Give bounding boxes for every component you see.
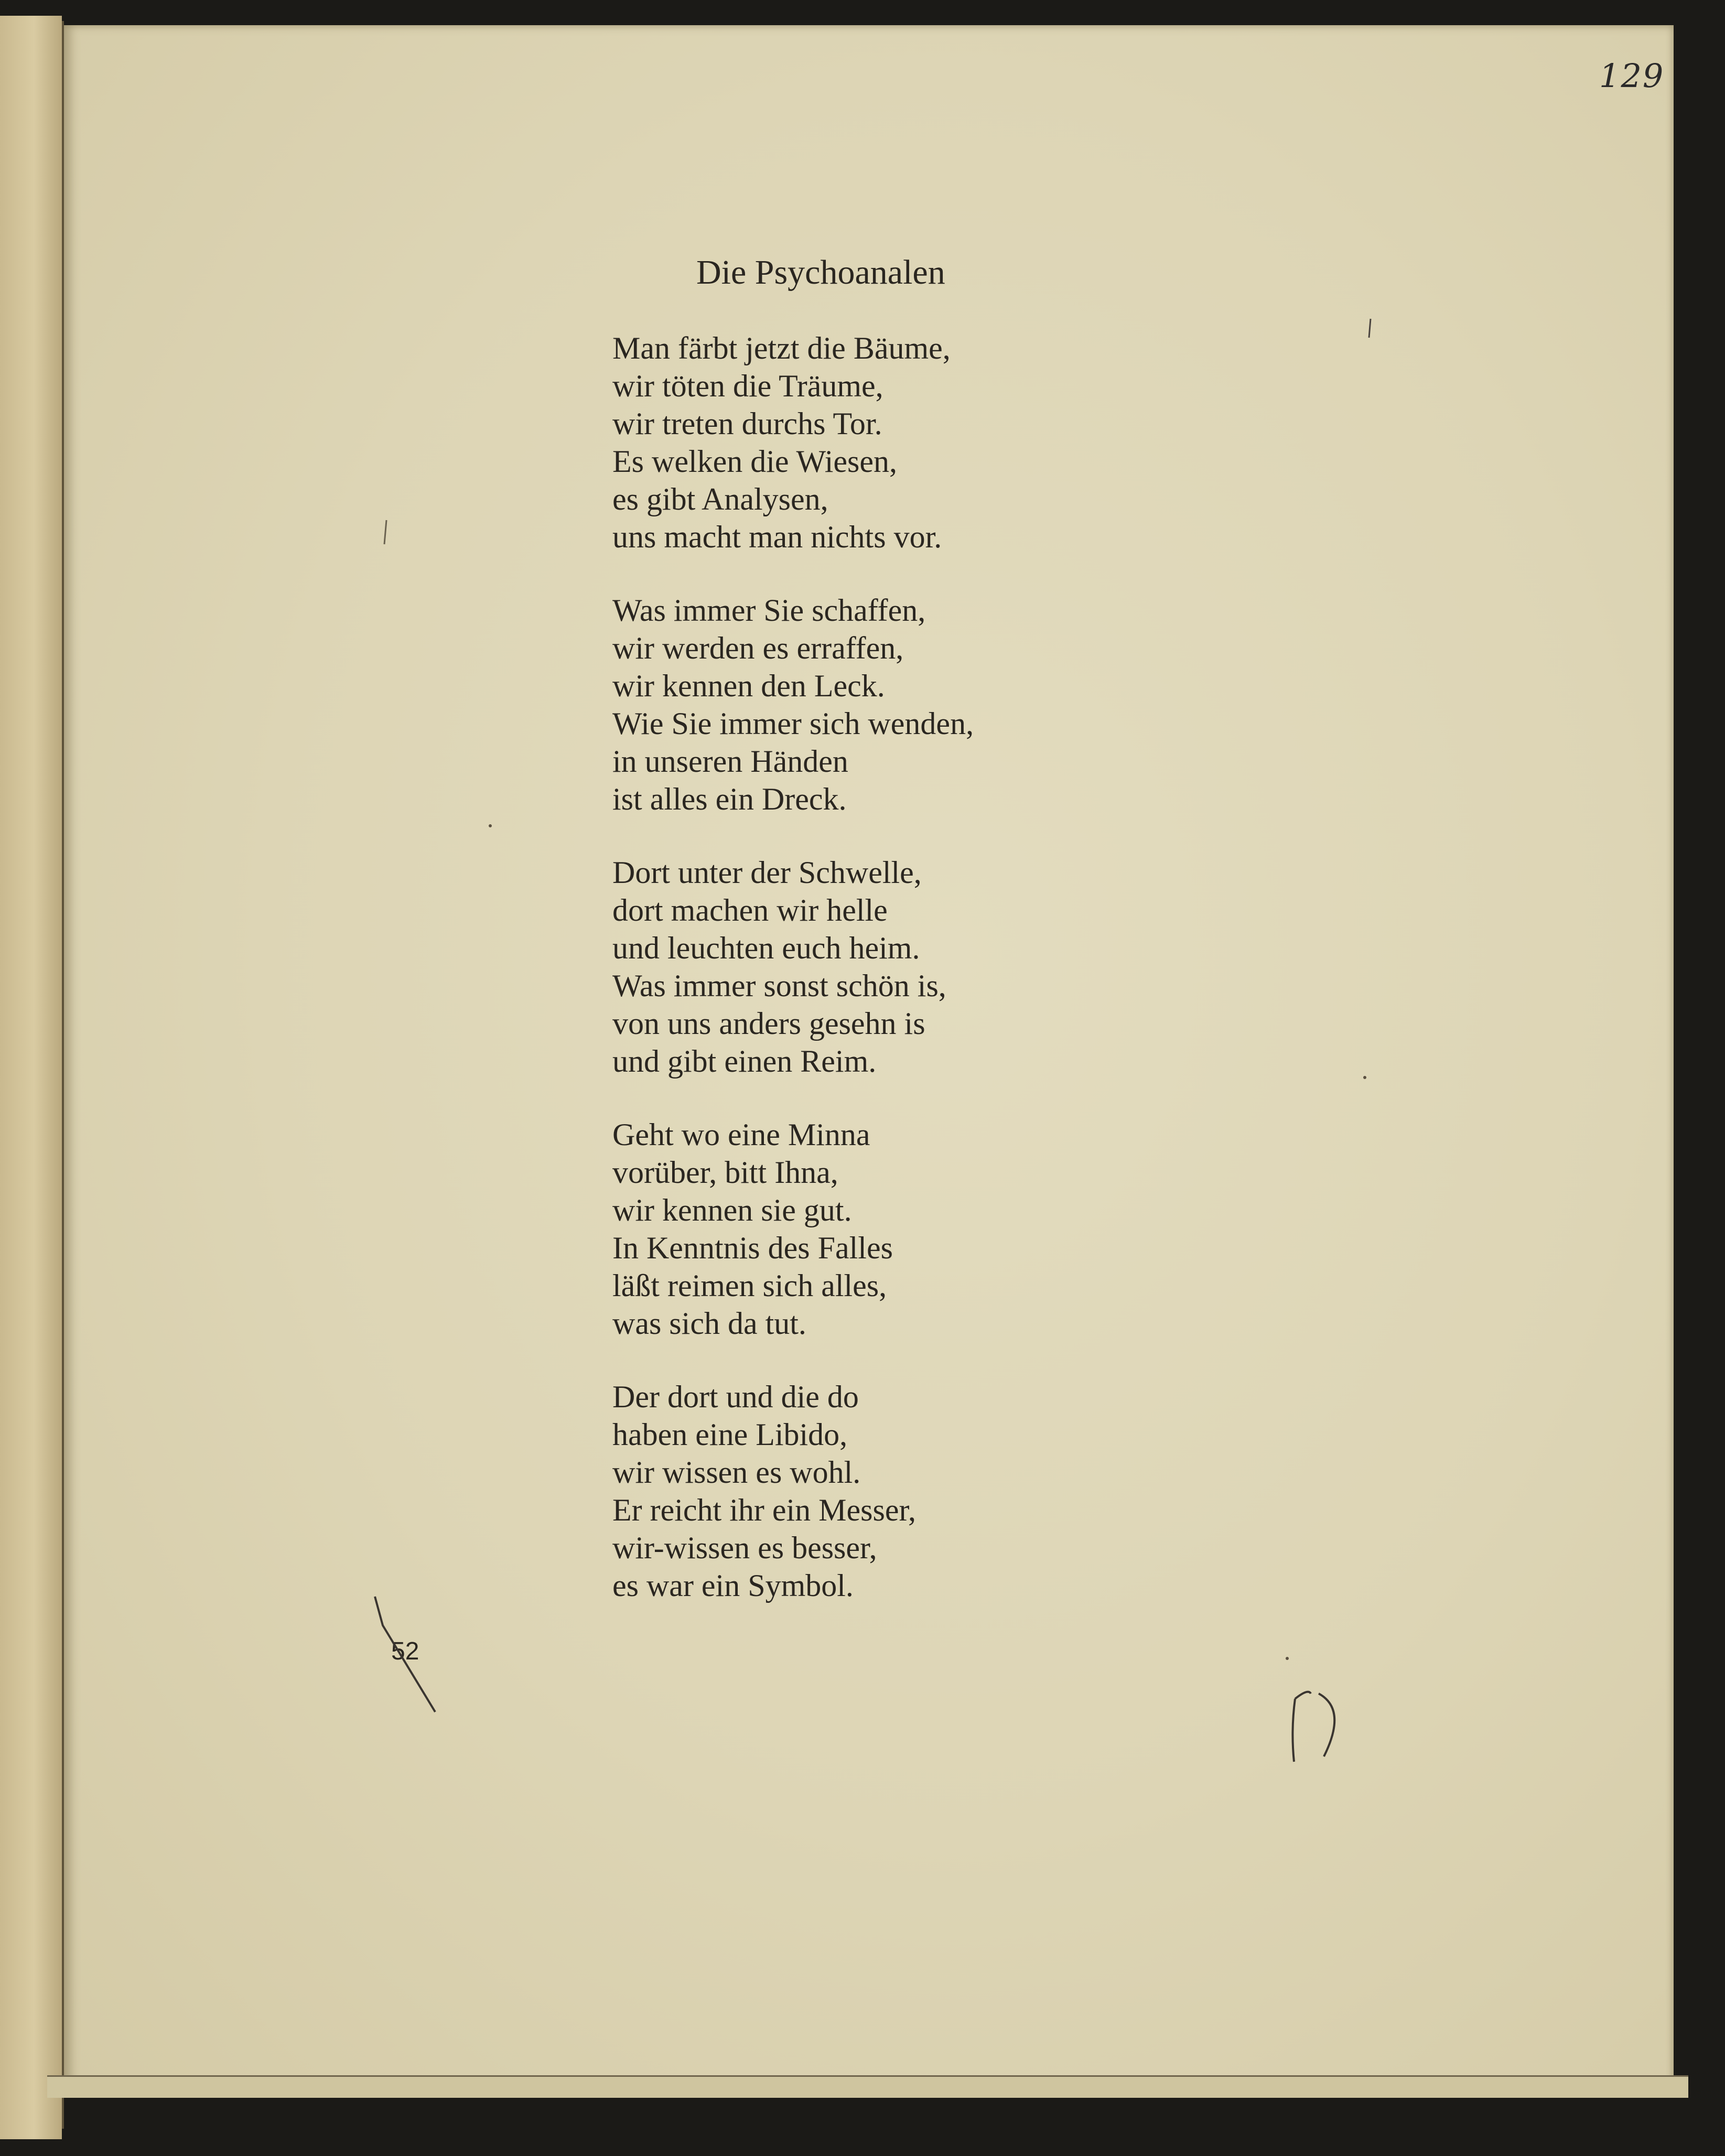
poem-line: und gibt einen Reim.	[612, 1044, 877, 1079]
ink-speck	[1286, 1657, 1289, 1660]
pencil-tick-mark	[383, 519, 388, 545]
ink-speck	[1363, 1076, 1366, 1079]
poem-line: haben eine Libido,	[612, 1417, 848, 1452]
poem-title: Die Psychoanalen	[696, 253, 945, 292]
poem-line: Es welken die Wiesen,	[612, 444, 897, 479]
pencil-tick-mark	[1367, 318, 1373, 339]
poem-line: dort machen wir helle	[612, 893, 888, 928]
stanza-1	[612, 329, 951, 556]
poem-line: Geht wo eine Minna	[612, 1117, 870, 1152]
stanza-3	[612, 854, 946, 1080]
poem-line: und leuchten euch heim.	[612, 931, 920, 965]
poem-line: wir treten durchs Tor.	[612, 406, 882, 441]
poem-line: Der dort und die do	[612, 1379, 859, 1414]
poem-line: es gibt Analysen,	[612, 482, 828, 516]
poem-line: wir kennen den Leck.	[612, 669, 885, 703]
ink-speck	[489, 824, 492, 827]
printed-page-number: 52	[391, 1637, 419, 1665]
left-page-edge	[0, 16, 62, 2139]
poem-line: von uns anders gesehn is	[612, 1006, 925, 1041]
stanza-4	[612, 1116, 893, 1342]
pencil-initial-mark	[1279, 1678, 1353, 1772]
page-bottom-edge	[47, 2075, 1688, 2098]
poem-line: Man färbt jetzt die Bäume,	[612, 331, 951, 365]
poem-line: uns macht man nichts vor.	[612, 520, 942, 554]
poem-line: Er reicht ihr ein Messer,	[612, 1493, 917, 1527]
poem-line: wir töten die Träume,	[612, 369, 883, 403]
poem-line: ist alles ein Dreck.	[612, 782, 847, 816]
poem-line: Was immer sonst schön is,	[612, 968, 946, 1003]
stanza-5	[612, 1378, 916, 1604]
poem-line: Was immer Sie schaffen,	[612, 593, 926, 628]
poem-line: Dort unter der Schwelle,	[612, 855, 922, 890]
pencil-strike-mark	[372, 1594, 446, 1715]
poem-line: was sich da tut.	[612, 1306, 806, 1341]
poem-line: In Kenntnis des Falles	[612, 1231, 893, 1265]
poem-line: in unseren Händen	[612, 744, 848, 779]
poem-line: wir wissen es wohl.	[612, 1455, 861, 1490]
poem-line: Wie Sie immer sich wenden,	[612, 706, 974, 741]
stanza-2	[612, 591, 974, 818]
poem-line: wir kennen sie gut.	[612, 1193, 852, 1227]
poem-line: es war ein Symbol.	[612, 1568, 854, 1603]
poem-line: wir-wissen es besser,	[612, 1530, 877, 1565]
handwritten-folio-number: 129	[1599, 57, 1665, 95]
poem-line: läßt reimen sich alles,	[612, 1268, 887, 1303]
poem-line: wir werden es erraffen,	[612, 631, 904, 665]
poem-line: vorüber, bitt Ihna,	[612, 1155, 838, 1190]
